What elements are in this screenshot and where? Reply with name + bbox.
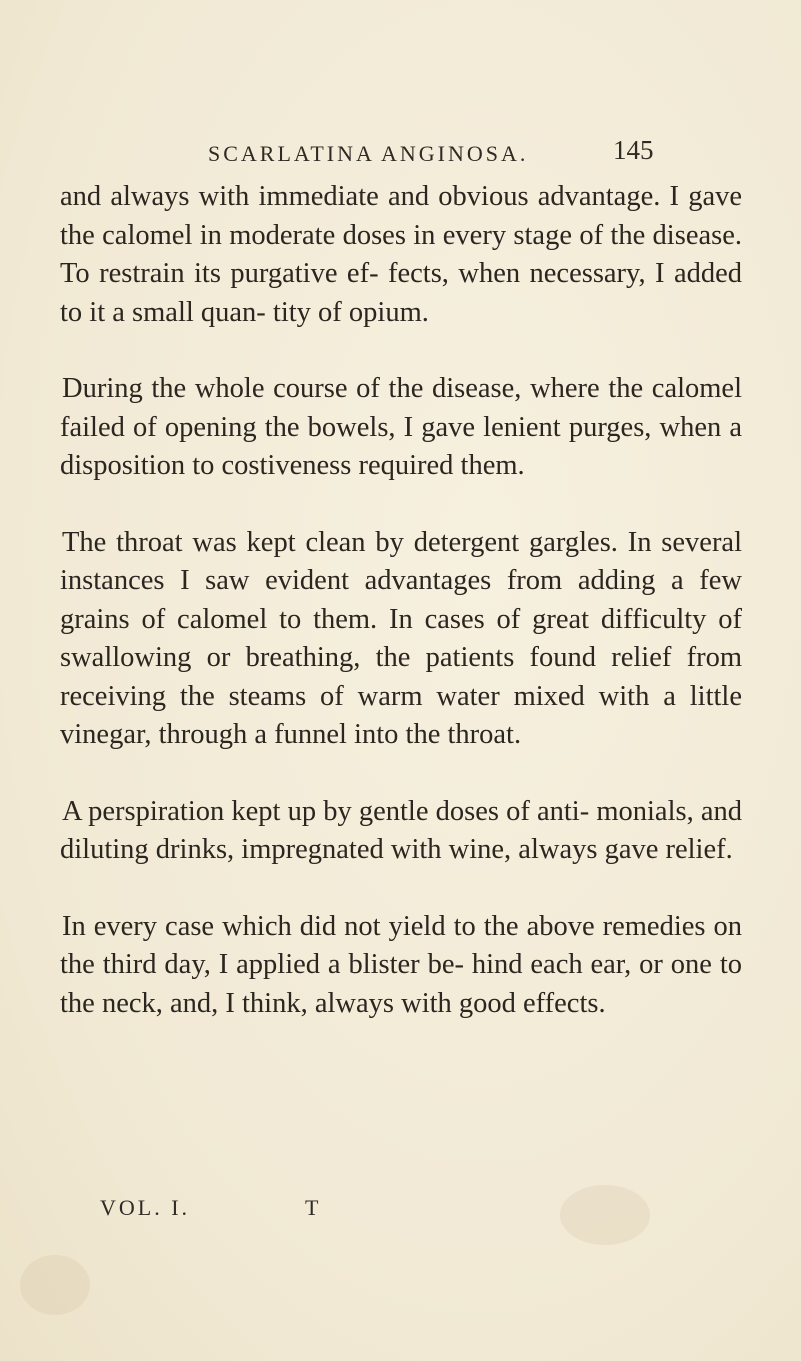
paragraph-lenient-purges: During the whole course of the disease, where the calomel failed of opening the bowels, I gave lenient purges, when a disposition to costiveness required them. [60,373,742,481]
paragraph-calomel-advantage: and always with immediate and obvious advantage. I gave the calomel in moderate doses in every stage of the disease. To restrain its purgative ef- fects, when necessary, I added to it a small quan- tity of opium. [60,181,742,328]
paper-stain [560,1185,650,1245]
running-head: SCARLATINA ANGINOSA. [208,141,529,166]
paragraph-perspiration: A perspiration kept up by gentle doses of anti- monials, and diluting drinks, impregnated with wine, always gave relief. [60,795,742,865]
page-number: 145 [613,135,654,165]
signature-mark: T [305,1195,322,1220]
paragraph-gargles: The throat was kept clean by detergent gargles. In several instances I saw evident advantages from adding a few grains of calomel to them. In cases of great difficulty of swallowing or breathing, the patients found relief from receiving the steams of warm water mixed with a little vinegar, through a funnel into the throat. [60,526,742,750]
volume-signature: VOL. I. [100,1195,191,1220]
paragraph-blister: In every case which did not yield to the above remedies on the third day, I applied a blister be- hind each ear, or one to the neck, and, I think, always with good effects. [60,910,742,1019]
paper-stain [20,1255,90,1315]
body-text [60,178,742,1061]
